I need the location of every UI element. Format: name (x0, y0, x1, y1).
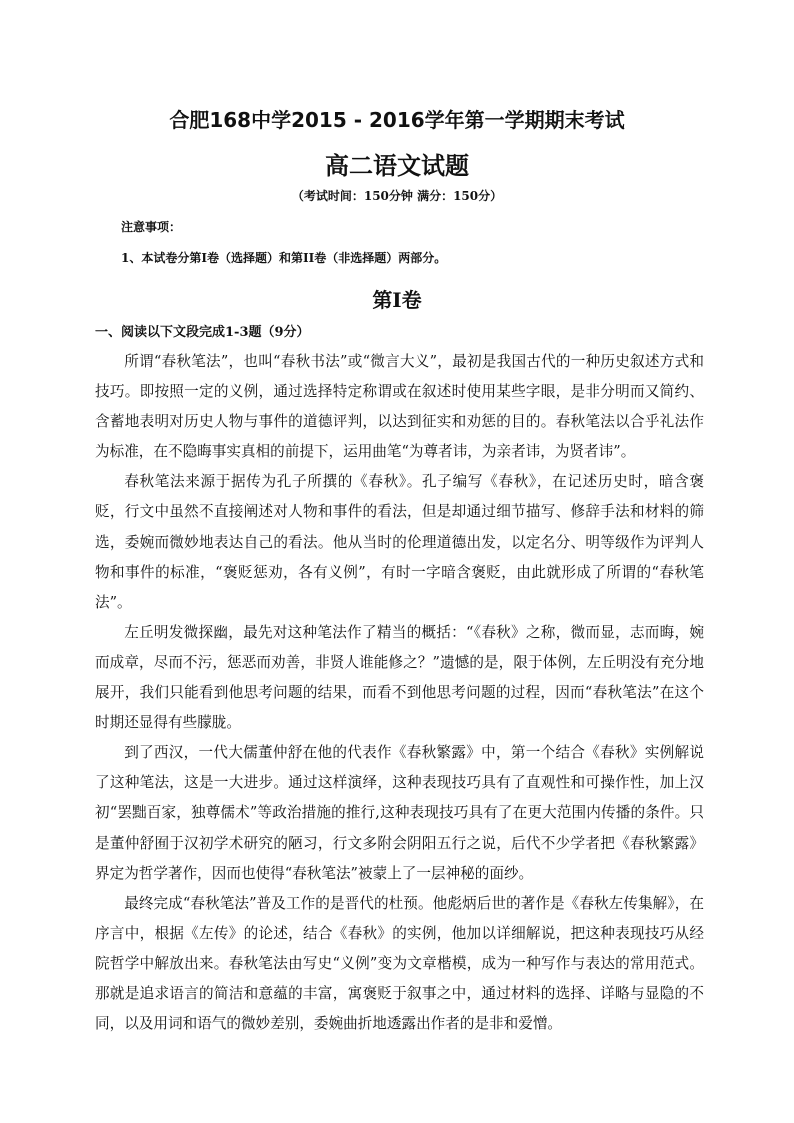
section-title: 第Ⅰ卷 (372, 288, 422, 312)
exam-info: （考试时间：150分钟 满分：150分） (291, 189, 503, 203)
passage-paragraph: 春秋笔法来源于据传为孔子所撰的《春秋》。孔子编写《春秋》，在记述历史时，暗含褒贬，行文中虽然不直接阐述对人物和事件的看法，但是却通过细节描写、修辞手法和材料的筛选，委婉而微妙地表达自己的看法。他从当时的伦理道德出发，以定名分、明等级作为评判人物和事件的标准，“褒贬惩劝，各有义例”，有时一字暗含褒贬，由此就形成了所谓的“春秋笔法”。 (95, 473, 704, 611)
passage-paragraph: 所谓“春秋笔法”，也叫“春秋书法”或“微言大义”，最初是我国古代的一种历史叙述方式和技巧。即按照一定的义例，通过选择特定称谓或在叙述时使用某些字眼，是非分明而又简约、含蓄地表明对历史人物与事件的道德评判，以达到征实和劝惩的目的。春秋笔法以合乎礼法作为标准，在不隐晦事实真相的前提下，运用曲笔“为尊者讳，为亲者讳，为贤者讳”。 (95, 353, 704, 461)
notice-heading: 注意事项： (121, 220, 182, 234)
passage-paragraph: 最终完成“春秋笔法”普及工作的是晋代的杜预。他彪炳后世的著作是《春秋左传集解》，在序言中，根据《左传》的论述，结合《春秋》的实例，他加以详细解说，把这种表现技巧从经院哲学中解放出来。春秋笔法由写史“义例”变为文章楷模，成为一种写作与表达的常用范式。那就是追求语言的简洁和意蕴的丰富，寓褒贬于叙事之中，通过材料的选择、详略与显隐的不同，以及用词和语气的微妙差别，委婉曲折地透露出作者的是非和爱憎。 (95, 894, 704, 1033)
reading-passage (95, 347, 704, 1039)
passage-paragraph: 左丘明发微探幽，最先对这种笔法作了精当的概括：“《春秋》之称，微而显，志而晦，婉而成章，尽而不污，惩恶而劝善，非贤人谁能修之？”遗憾的是，限于体例，左丘明没有充分地展开，我们只能看到他思考问题的结果，而看不到他思考问题的过程，因而“春秋笔法”在这个时期还显得有些朦胧。 (95, 623, 704, 732)
exam-title: 合肥168中学2015 - 2016学年第一学期期末考试 (169, 108, 625, 132)
exam-subject-title: 高二语文试题 (325, 152, 469, 180)
notice-item: 1、本试卷分第I卷（选择题）和第II卷（非选择题）两部分。 (121, 251, 447, 265)
passage-paragraph: 到了西汉，一代大儒董仲舒在他的代表作《春秋繁露》中，第一个结合《春秋》实例解说了这种笔法，这是一大进步。通过这样演绎，这种表现技巧具有了直观性和可操作性，加上汉初“罢黜百家，独尊儒术”等政治措施的推行,这种表现技巧具有了在更大范围内传播的条件。只是董仲舒囿于汉初学术研究的陋习，行文多附会阴阳五行之说，后代不少学者把《春秋繁露》界定为哲学著作，因而也使得“春秋笔法”被蒙上了一层神秘的面纱。 (95, 744, 704, 882)
question-heading: 一、阅读以下文段完成1-3题（9分） (95, 325, 310, 340)
